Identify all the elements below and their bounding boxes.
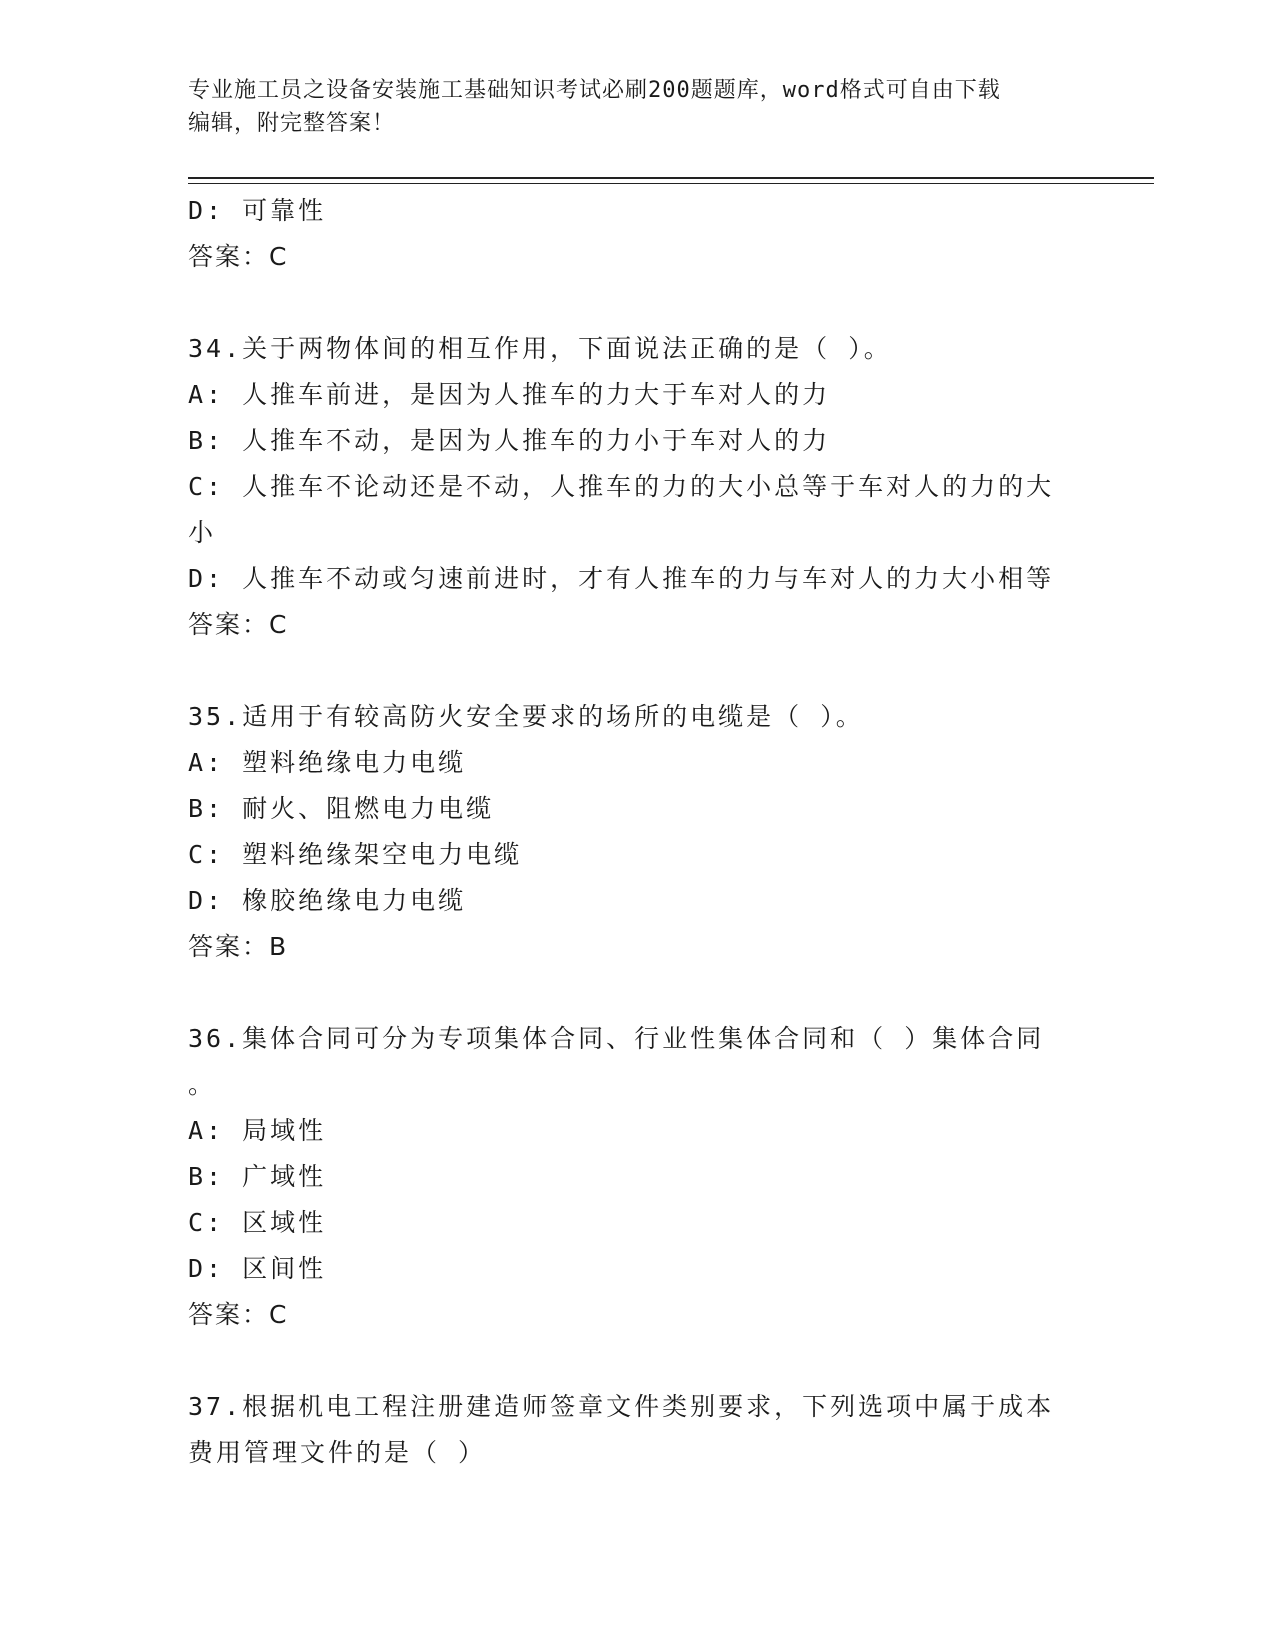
q36-option-b: B: 广域性 — [188, 1162, 327, 1191]
header-title-line-1: 专业施工员之设备安装施工基础知识考试必刷200题题库，word格式可自由下载 — [188, 78, 1001, 103]
header-divider-thin — [188, 183, 1154, 184]
q34-question: 34.关于两物体间的相互作用，下面说法正确的是（ ）。 — [188, 334, 892, 363]
q34-answer: 答案：C — [188, 610, 289, 639]
q35-question: 35.适用于有较高防火安全要求的场所的电缆是（ ）。 — [188, 702, 864, 731]
q36-question-continued: 。 — [188, 1070, 217, 1099]
q35-option-d: D: 橡胶绝缘电力电缆 — [188, 886, 467, 915]
q37-question-continued: 费用管理文件的是（ ） — [188, 1438, 487, 1467]
spacer — [188, 648, 1088, 694]
q34-option-a: A: 人推车前进，是因为人推车的力大于车对人的力 — [188, 380, 831, 409]
q34-option-c: C: 人推车不论动还是不动，人推车的力的大小总等于车对人的力的大 — [188, 472, 1055, 501]
header-title-line-2: 编辑，附完整答案！ — [188, 111, 396, 136]
spacer — [188, 970, 1088, 1016]
q36-option-d: D: 区间性 — [188, 1254, 327, 1283]
spacer — [188, 280, 1088, 326]
q34-option-d: D: 人推车不动或匀速前进时，才有人推车的力与车对人的力大小相等 — [188, 564, 1055, 593]
q35-option-c: C: 塑料绝缘架空电力电缆 — [188, 840, 523, 869]
q37-question: 37.根据机电工程注册建造师签章文件类别要求，下列选项中属于成本 — [188, 1392, 1055, 1421]
q36-option-c: C: 区域性 — [188, 1208, 327, 1237]
header-divider-thick — [188, 177, 1154, 179]
q36-question: 36.集体合同可分为专项集体合同、行业性集体合同和（ ）集体合同 — [188, 1024, 1045, 1053]
q36-option-a: A: 局域性 — [188, 1116, 327, 1145]
q34-option-b: B: 人推车不动，是因为人推车的力小于车对人的力 — [188, 426, 831, 455]
q35-answer: 答案：B — [188, 932, 289, 961]
q35-option-a: A: 塑料绝缘电力电缆 — [188, 748, 467, 777]
question-list — [188, 188, 1088, 1476]
q34-option-c-continued: 小 — [188, 518, 217, 547]
page-header — [188, 74, 1088, 140]
prev-answer: 答案：C — [188, 242, 289, 271]
q36-answer: 答案：C — [188, 1300, 289, 1329]
prev-option-d: D: 可靠性 — [188, 196, 327, 225]
spacer — [188, 1338, 1088, 1384]
q35-option-b: B: 耐火、阻燃电力电缆 — [188, 794, 495, 823]
